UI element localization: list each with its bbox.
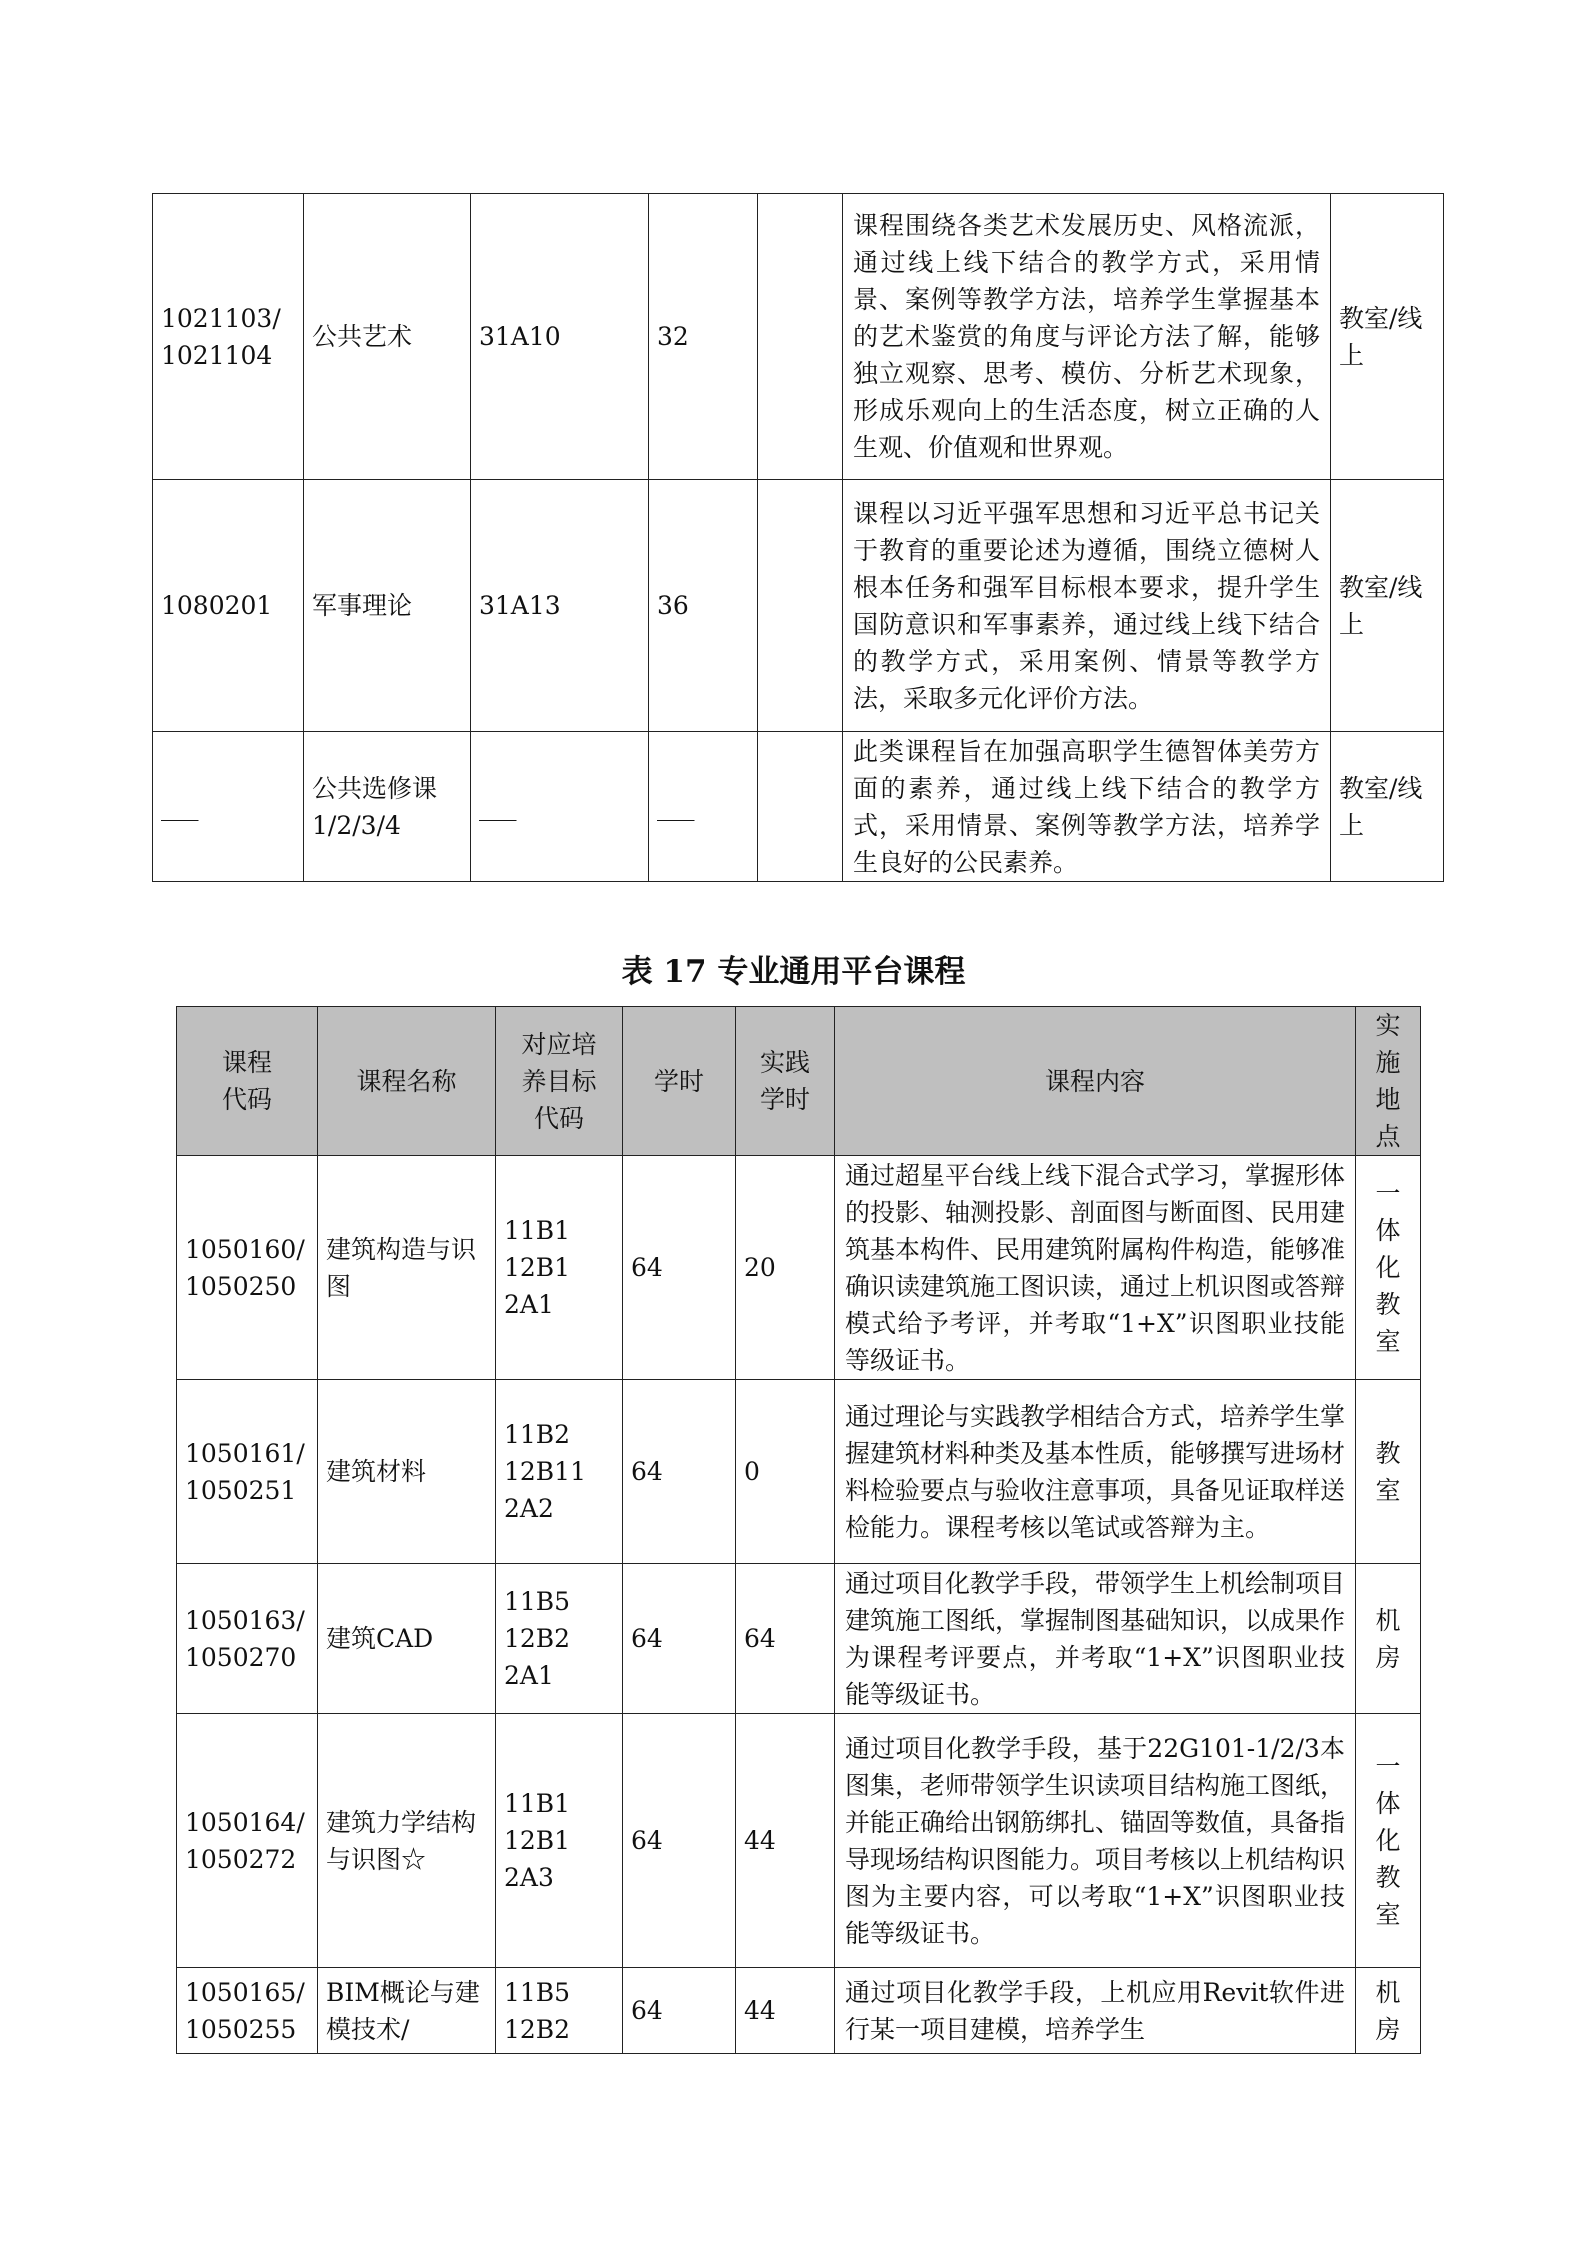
course-location: 教室/线上 xyxy=(1331,194,1444,480)
course-location: 教室/线上 xyxy=(1331,732,1444,882)
practice-hours: 20 xyxy=(736,1156,835,1380)
course-location: 一 体 化 教 室 xyxy=(1356,1714,1421,1968)
course-name: 公共艺术 xyxy=(304,194,471,480)
course-code: 1050163/ 1050270 xyxy=(177,1564,318,1714)
course-code: 1050164/ 1050272 xyxy=(177,1714,318,1968)
table-row xyxy=(153,732,1444,882)
course-hours: 64 xyxy=(623,1156,736,1380)
course-code: ___ xyxy=(153,732,304,882)
course-name: 建筑CAD xyxy=(318,1564,496,1714)
public-courses-table xyxy=(152,193,1444,882)
table-title: 表 17 专业通用平台课程 xyxy=(621,954,966,990)
practice-hours: 44 xyxy=(736,1714,835,1968)
target-code: 31A10 xyxy=(471,194,649,480)
header-content: 课程内容 xyxy=(835,1007,1356,1156)
header-name: 课程名称 xyxy=(318,1007,496,1156)
course-hours: ___ xyxy=(649,732,758,882)
practice-hours: 64 xyxy=(736,1564,835,1714)
practice-hours xyxy=(758,194,843,480)
course-name: 建筑构造与识图 xyxy=(318,1156,496,1380)
header-location: 实 施 地 点 xyxy=(1356,1007,1421,1156)
target-code: 11B1 12B1 2A3 xyxy=(496,1714,623,1968)
course-hours: 64 xyxy=(623,1380,736,1564)
course-location: 机 房 xyxy=(1356,1564,1421,1714)
practice-hours xyxy=(758,480,843,732)
course-name: 公共选修课1/2/3/4 xyxy=(304,732,471,882)
table-row xyxy=(153,480,1444,732)
platform-courses-table xyxy=(176,1006,1421,2054)
course-code: 1050160/ 1050250 xyxy=(177,1156,318,1380)
table-row xyxy=(177,1564,1421,1714)
practice-hours: 44 xyxy=(736,1968,835,2054)
course-location: 教 室 xyxy=(1356,1380,1421,1564)
course-name: 军事理论 xyxy=(304,480,471,732)
course-content: 通过理论与实践教学相结合方式，培养学生掌握建筑材料种类及基本性质，能够撰写进场材料检验要点与验收注意事项，具备见证取样送检能力。课程考核以笔试或答辩为主。 xyxy=(835,1380,1356,1564)
course-hours: 64 xyxy=(623,1714,736,1968)
course-location: 机 房 xyxy=(1356,1968,1421,2054)
target-code: 11B1 12B1 2A1 xyxy=(496,1156,623,1380)
table-row xyxy=(177,1714,1421,1968)
course-content: 课程以习近平强军思想和习近平总书记关于教育的重要论述为遵循，围绕立德树人根本任务和强军目标根本要求，提升学生国防意识和军事素养，通过线上线下结合的教学方式，采用案例、情景等教学方法，采取多元化评价方法。 xyxy=(843,480,1331,732)
table-row xyxy=(177,1380,1421,1564)
course-content: 通过项目化教学手段，带领学生上机绘制项目建筑施工图纸，掌握制图基础知识，以成果作为课程考评要点，并考取“1+X”识图职业技能等级证书。 xyxy=(835,1564,1356,1714)
course-hours: 36 xyxy=(649,480,758,732)
target-code: 11B5 12B2 xyxy=(496,1968,623,2054)
practice-hours xyxy=(758,732,843,882)
course-content: 通过项目化教学手段，上机应用Revit软件进行某一项目建模，培养学生 xyxy=(835,1968,1356,2054)
course-code: 1050165/ 1050255 xyxy=(177,1968,318,2054)
course-hours: 64 xyxy=(623,1564,736,1714)
course-name: BIM概论与建模技术/ xyxy=(318,1968,496,2054)
course-code: 1080201 xyxy=(153,480,304,732)
course-code: 1021103/ 1021104 xyxy=(153,194,304,480)
header-row xyxy=(177,1007,1421,1156)
target-code: 31A13 xyxy=(471,480,649,732)
table-row xyxy=(177,1156,1421,1380)
course-location: 教室/线上 xyxy=(1331,480,1444,732)
practice-hours: 0 xyxy=(736,1380,835,1564)
course-content: 通过超星平台线上线下混合式学习，掌握形体的投影、轴测投影、剖面图与断面图、民用建筑基本构件、民用建筑附属构件构造，能够准确识读建筑施工图识读，通过上机识图或答辩模式给予考评，并考取“1+X”识图职业技能等级证书。 xyxy=(835,1156,1356,1380)
target-code: 11B5 12B2 2A1 xyxy=(496,1564,623,1714)
target-code: ___ xyxy=(471,732,649,882)
target-code: 11B2 12B11 2A2 xyxy=(496,1380,623,1564)
course-location: 一 体 化 教 室 xyxy=(1356,1156,1421,1380)
table-row xyxy=(177,1968,1421,2054)
table-row xyxy=(153,194,1444,480)
header-hours: 学时 xyxy=(623,1007,736,1156)
header-target: 对应培 养目标 代码 xyxy=(496,1007,623,1156)
course-content: 通过项目化教学手段，基于22G101-1/2/3本图集，老师带领学生识读项目结构施工图纸，并能正确给出钢筋绑扎、锚固等数值，具备指导现场结构识图能力。项目考核以上机结构识图为主要内容，可以考取“1+X”识图职业技能等级证书。 xyxy=(835,1714,1356,1968)
course-code: 1050161/ 1050251 xyxy=(177,1380,318,1564)
course-content: 此类课程旨在加强高职学生德智体美劳方面的素养，通过线上线下结合的教学方式，采用情景、案例等教学方法，培养学生良好的公民素养。 xyxy=(843,732,1331,882)
course-name: 建筑力学结构与识图☆ xyxy=(318,1714,496,1968)
header-code: 课程 代码 xyxy=(177,1007,318,1156)
course-content: 课程围绕各类艺术发展历史、风格流派，通过线上线下结合的教学方式，采用情景、案例等教学方法，培养学生掌握基本的艺术鉴赏的角度与评论方法了解，能够独立观察、思考、模仿、分析艺术现象，形成乐观向上的生活态度，树立正确的人生观、价值观和世界观。 xyxy=(843,194,1331,480)
header-practice: 实践 学时 xyxy=(736,1007,835,1156)
course-hours: 32 xyxy=(649,194,758,480)
course-name: 建筑材料 xyxy=(318,1380,496,1564)
course-hours: 64 xyxy=(623,1968,736,2054)
